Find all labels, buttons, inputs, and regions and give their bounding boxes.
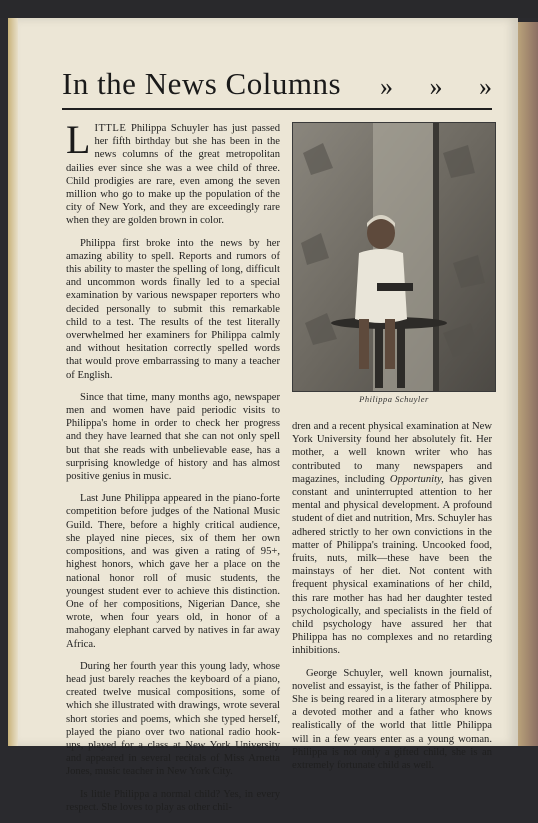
article-paragraph <box>292 420 492 658</box>
article-paragraph: Last June Philippa appeared in the piano-forte competition before judges of the National Music Guild. There, before a highly critical audience, she played nine pieces, six of them her own compositions, and was given a rating of 95+, highest honors, which gave her a place on the national honor roll of music students, the youngest student ever to achieve this distinction. One of her compositions, Nigerian Dance, she wrote, when four years old, in honor of a mahogany elephant carved by natives in far away Africa. <box>66 493 280 650</box>
paragraph-text: Philippa Schuyler has just passed her fifth birthday but she has been in the news columns of the great metropolitan dailies ever since she was a wee child of three. Child prodigies are rare, even among the seven million who go to make up the population of the city of New York, and they are exceedingly rare when they are golden brown in color. <box>66 123 280 227</box>
drop-cap: L <box>66 117 91 162</box>
article-paragraph: Philippa first broke into the news by her amazing ability to spell. Reports and rumors of this ability to master the spelling of long, difficult and uncommon words finally led to a special examination by various newspaper reporters who decided personally to submit this remarkable child to a test. The results of the test literally overwhelmed her examiners for Philippa calmly and without hesitation correctly spelled words that would prove embarrassing to many a teacher of English. <box>66 237 280 381</box>
header-chevrons: » » » <box>380 72 492 101</box>
article-paragraph <box>66 117 280 228</box>
article-left-column <box>66 117 280 823</box>
page-header <box>62 66 492 108</box>
paragraph-text: has given constant and uninterrupted attention to her mental and physical development. A profound student of diet and nutrition, Mrs. Schuyler has adhered strictly to her own convictions in the matter of Philippa's training. Uncooked food, fruits, nuts, milk—these have been the mainstays of her diet. Not content with frequent physical examinations of her child, this rare mother has had her daughter tested psychologically, and specialists in the field of child psychology have assured her that Philippa has no complexes and no retarding inhibitions. <box>292 473 492 657</box>
article-paragraph: Since that time, many months ago, newspaper men and women have paid periodic visits to Philippa's home in order to check her progress and they have learned that she can not only spell but that she reads with unbelievable ease, has a surprising knowledge of history and has almost positive genius in music. <box>66 391 280 483</box>
lead-smallcaps: ITTLE <box>94 123 127 134</box>
article-paragraph: Is little Philippa a normal child? Yes, in every respect. She loves to play as other chil- <box>66 788 280 813</box>
photo-child-reading-icon <box>293 123 495 391</box>
scan-background-top <box>0 0 538 18</box>
article-paragraph: George Schuyler, well known journalist, novelist and essayist, is the father of Philippa. She is being reared in a literary atmosphere by a devoted mother and a father who knows realistically of the world that little Philippa will in a few years enter as a young woman. Philippa is not only a gifted child, she is an extremely fortunate child as well. <box>292 667 492 772</box>
photo-caption: Philippa Schuyler <box>359 394 429 404</box>
book-cover-edge <box>518 22 538 746</box>
photo-philippa <box>292 122 496 392</box>
article-right-column <box>292 420 492 781</box>
page-title: In the News Columns <box>62 66 342 101</box>
article-paragraph: During her fourth year this young lady, whose head just barely reaches the keyboard of a piano, created twelve musical compositions, some of which she illustrated with drawings, wrote several short stories and poems, which she typed herself, played the piano over two national radio hook-ups, played for a class at New York University and appeared in several recitals of Miss Arnetta Jones, music teacher in New York City. <box>66 660 280 778</box>
paragraph-text: dren and a recent physical examination at New York University found her absolutely fit. Her mother, a well known writer who has contributed to many newspapers and magazines, including <box>292 421 492 485</box>
italic-title: Opportunity, <box>389 473 444 485</box>
page-binding-edge <box>8 18 18 746</box>
header-rule <box>62 108 492 110</box>
